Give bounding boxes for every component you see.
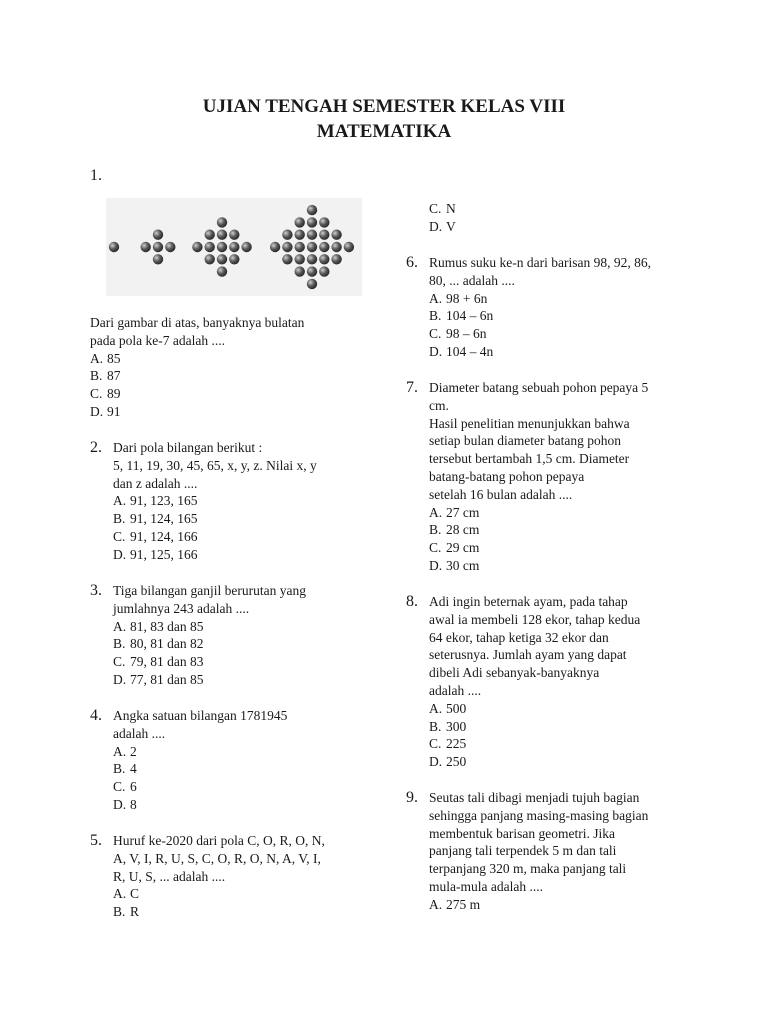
pattern-dot	[217, 217, 227, 227]
answer-option-text: 91, 123, 165	[130, 493, 198, 509]
answer-option-text: 98 – 6n	[446, 326, 487, 342]
question-q9	[429, 789, 648, 914]
question-text-line: Hasil penelitian menunjukkan bahwa	[429, 415, 630, 431]
answer-option	[113, 492, 317, 510]
answer-option-text: 250	[446, 754, 467, 770]
answer-option-text: 104 – 4n	[446, 343, 494, 359]
question-text-line: sehingga panjang masing-masing bagian	[429, 807, 649, 823]
question-q7	[429, 379, 648, 575]
pattern-dot	[205, 254, 215, 264]
answer-option-text: 30 cm	[446, 557, 480, 573]
question-number-q1: 1.	[90, 167, 102, 184]
pattern-dot	[282, 242, 292, 252]
answer-option-text: 8	[130, 796, 137, 812]
pattern-dot	[331, 230, 341, 240]
pattern-dot	[295, 230, 305, 240]
answer-option-letter: A.	[429, 504, 443, 520]
answer-option-text: 91, 124, 165	[130, 511, 198, 527]
answer-option-text: C	[130, 886, 140, 902]
answer-option	[113, 760, 287, 778]
answer-option-letter: B.	[113, 904, 126, 920]
answer-option	[429, 896, 648, 914]
answer-option-letter: B.	[90, 368, 103, 384]
answer-option-text: 2	[130, 743, 137, 759]
answer-option	[113, 653, 306, 671]
question-number-q3: 3.	[90, 582, 102, 599]
question-q4	[113, 707, 287, 814]
dot-pattern-figure	[106, 198, 362, 296]
dot-pattern-svg	[106, 198, 362, 296]
answer-option	[429, 700, 640, 718]
answer-option-letter: C.	[113, 779, 126, 795]
pattern-dot	[282, 254, 292, 264]
answer-option-letter: D.	[113, 796, 127, 812]
answer-option	[90, 403, 304, 421]
question-q5cont	[429, 200, 456, 236]
pattern-dot	[307, 205, 317, 215]
question-number-q5: 5.	[90, 832, 102, 849]
answer-option	[429, 539, 648, 557]
answer-option	[429, 557, 648, 575]
question-text-line: dibeli Adi sebanyak-banyaknya	[429, 665, 600, 681]
pattern-dot	[295, 217, 305, 227]
question-text-line: 5, 11, 19, 30, 45, 65, x, y, z. Nilai x, y	[113, 457, 317, 473]
answer-option-letter: D.	[113, 671, 127, 687]
answer-option-text: 6	[130, 779, 137, 795]
pattern-dot	[217, 230, 227, 240]
answer-option-letter: D.	[429, 754, 443, 770]
answer-option-letter: A.	[113, 618, 127, 634]
pattern-dot	[319, 217, 329, 227]
answer-option-text: 89	[107, 386, 121, 402]
answer-option-text: 81, 83 dan 85	[130, 618, 204, 634]
answer-option	[429, 753, 640, 771]
answer-option-letter: B.	[429, 308, 442, 324]
answer-option	[429, 521, 648, 539]
answer-option	[429, 325, 651, 343]
answer-option-letter: C.	[429, 201, 442, 216]
answer-option	[113, 778, 287, 796]
answer-option-letter: C.	[429, 540, 442, 556]
answer-option-letter: B.	[429, 522, 442, 538]
pattern-dot	[331, 254, 341, 264]
answer-option-letter: D.	[429, 218, 443, 234]
pattern-dot	[307, 217, 317, 227]
question-text-line: jumlahnya 243 adalah ....	[113, 600, 250, 616]
pattern-dot	[205, 242, 215, 252]
question-text-line: awal ia membeli 128 ekor, tahap kedua	[429, 611, 641, 627]
question-text-line: A, V, I, R, U, S, C, O, R, O, N, A, V, I,	[113, 850, 321, 866]
question-text-line: dan z adalah ....	[113, 475, 198, 491]
answer-option-text: 98 + 6n	[446, 290, 488, 306]
answer-option	[429, 307, 651, 325]
answer-option	[429, 504, 648, 522]
answer-option	[113, 796, 287, 814]
answer-option-text: 275 m	[446, 896, 481, 912]
question-text-line: Rumus suku ke-n dari barisan 98, 92, 86,	[429, 255, 651, 270]
answer-option-letter: A.	[90, 350, 104, 366]
question-number-q9: 9.	[406, 789, 418, 806]
answer-option-letter: B.	[113, 511, 126, 527]
pattern-dot	[205, 230, 215, 240]
question-text-line: setelah 16 bulan adalah ....	[429, 486, 573, 502]
answer-option-text: N	[446, 201, 456, 216]
pattern-dot	[241, 242, 251, 252]
answer-option-letter: D.	[113, 546, 127, 562]
pattern-dot	[165, 242, 175, 252]
page-title: UJIAN TENGAH SEMESTER KELAS VIII	[202, 96, 566, 117]
answer-option	[429, 735, 640, 753]
answer-option-letter: B.	[429, 718, 442, 734]
question-number-q6: 6.	[406, 254, 418, 271]
answer-option-letter: C.	[113, 654, 126, 670]
answer-option-text: 29 cm	[446, 540, 480, 556]
pattern-dot	[270, 242, 280, 252]
question-q2	[113, 439, 317, 564]
answer-option-text: 79, 81 dan 83	[130, 654, 204, 670]
pattern-dot	[319, 230, 329, 240]
answer-option	[429, 718, 640, 736]
page-subtitle: MATEMATIKA	[316, 121, 452, 142]
pattern-dot	[295, 254, 305, 264]
answer-option	[429, 343, 651, 361]
answer-option	[113, 635, 306, 653]
question-text-line: pada pola ke-7 adalah ....	[90, 332, 225, 348]
answer-option-letter: A.	[113, 886, 127, 902]
answer-option-letter: C.	[113, 528, 126, 544]
answer-option-text: 500	[446, 700, 467, 716]
question-text-line: Angka satuan bilangan 1781945	[113, 708, 288, 723]
question-text-line: Dari gambar di atas, banyaknya bulatan	[90, 315, 305, 330]
question-text-line: terpanjang 320 m, maka panjang tali	[429, 861, 627, 877]
question-number-q7: 7.	[406, 379, 418, 396]
question-text-line: panjang tali terpendek 5 m dan tali	[429, 843, 617, 859]
pattern-dot	[141, 242, 151, 252]
pattern-dot	[331, 242, 341, 252]
question-text-line: setiap bulan diameter batang pohon	[429, 433, 621, 449]
question-number-q2: 2.	[90, 439, 102, 456]
answer-option-letter: A.	[429, 896, 443, 912]
answer-option-letter: C.	[90, 386, 103, 402]
answer-option-text: 85	[107, 350, 121, 366]
answer-option	[90, 350, 304, 368]
pattern-dot	[217, 266, 227, 276]
pattern-dot	[307, 266, 317, 276]
answer-option-text: V	[446, 218, 456, 234]
answer-option	[113, 528, 317, 546]
question-number-q8: 8.	[406, 593, 418, 610]
question-text-line: Adi ingin beternak ayam, pada tahap	[429, 594, 628, 609]
answer-option-text: 91, 124, 166	[130, 528, 198, 544]
question-text-line: Diameter batang sebuah pohon pepaya 5	[429, 380, 649, 395]
answer-option	[113, 546, 317, 564]
answer-option	[429, 218, 456, 236]
answer-option-letter: A.	[113, 743, 127, 759]
pattern-dot	[217, 254, 227, 264]
pattern-dot	[307, 254, 317, 264]
pattern-dot	[229, 230, 239, 240]
answer-option-letter: D.	[429, 343, 443, 359]
question-text-line: Huruf ke-2020 dari pola C, O, R, O, N,	[113, 833, 325, 848]
question-q1	[90, 314, 304, 421]
question-text-line: membentuk barisan geometri. Jika	[429, 825, 615, 841]
answer-option-text: 225	[446, 736, 467, 752]
question-text-line: adalah ....	[113, 725, 166, 741]
answer-option-text: 104 – 6n	[446, 308, 494, 324]
answer-option-text: R	[130, 904, 140, 920]
answer-option-text: 4	[130, 761, 137, 777]
answer-option-letter: D.	[429, 557, 443, 573]
pattern-dot	[319, 242, 329, 252]
answer-option	[90, 367, 304, 385]
question-text-line: tersebut bertambah 1,5 cm. Diameter	[429, 451, 630, 467]
answer-option-text: 300	[446, 718, 467, 734]
pattern-dot	[282, 230, 292, 240]
pattern-dot	[109, 242, 119, 252]
answer-option-text: 28 cm	[446, 522, 480, 538]
pattern-dot	[295, 266, 305, 276]
question-q8	[429, 593, 640, 771]
question-text-line: 80, ... adalah ....	[429, 272, 515, 288]
question-q3	[113, 582, 306, 689]
pattern-dot	[307, 279, 317, 289]
answer-option	[113, 618, 306, 636]
answer-option-text: 91, 125, 166	[130, 546, 198, 562]
question-text-line: mula-mula adalah ....	[429, 878, 543, 894]
question-number-q4: 4.	[90, 707, 102, 724]
answer-option-letter: B.	[113, 761, 126, 777]
answer-option-letter: A.	[429, 700, 443, 716]
question-text-line: cm.	[429, 397, 449, 413]
pattern-dot	[344, 242, 354, 252]
pattern-dot	[217, 242, 227, 252]
answer-option-letter: C.	[429, 326, 442, 342]
answer-option-text: 27 cm	[446, 504, 480, 520]
pattern-dot	[229, 242, 239, 252]
answer-option-letter: D.	[90, 403, 104, 419]
answer-option	[113, 671, 306, 689]
pattern-dot	[307, 230, 317, 240]
question-text-line: Seutas tali dibagi menjadi tujuh bagian	[429, 790, 640, 805]
answer-option-text: 77, 81 dan 85	[130, 671, 204, 687]
answer-option-letter: A.	[113, 493, 127, 509]
question-text-line: Tiga bilangan ganjil berurutan yang	[113, 583, 306, 598]
question-text-line: batang-batang pohon pepaya	[429, 468, 585, 484]
question-text-line: 64 ekor, tahap ketiga 32 ekor dan	[429, 629, 609, 645]
answer-option-letter: B.	[113, 636, 126, 652]
answer-option-text: 87	[107, 368, 121, 384]
pattern-dot	[319, 266, 329, 276]
answer-option-letter: A.	[429, 290, 443, 306]
question-text-line: adalah ....	[429, 682, 482, 698]
question-text-line: seterusnya. Jumlah ayam yang dapat	[429, 647, 627, 663]
answer-option	[113, 885, 325, 903]
answer-option-letter: C.	[429, 736, 442, 752]
question-q6	[429, 254, 651, 361]
pattern-dot	[153, 230, 163, 240]
pattern-dot	[307, 242, 317, 252]
question-text-line: R, U, S, ... adalah ....	[113, 868, 226, 884]
pattern-dot	[295, 242, 305, 252]
answer-option	[113, 903, 325, 921]
pattern-dot	[153, 254, 163, 264]
pattern-dot	[229, 254, 239, 264]
question-text-line: Dari pola bilangan berikut :	[113, 440, 263, 455]
pattern-dot	[319, 254, 329, 264]
answer-option	[113, 510, 317, 528]
question-q5	[113, 832, 325, 921]
answer-option	[429, 200, 456, 218]
answer-option-text: 80, 81 dan 82	[130, 636, 204, 652]
pattern-dot	[192, 242, 202, 252]
answer-option	[113, 743, 287, 761]
pattern-dot	[153, 242, 163, 252]
answer-option	[429, 290, 651, 308]
answer-option-text: 91	[107, 403, 121, 419]
answer-option	[90, 385, 304, 403]
